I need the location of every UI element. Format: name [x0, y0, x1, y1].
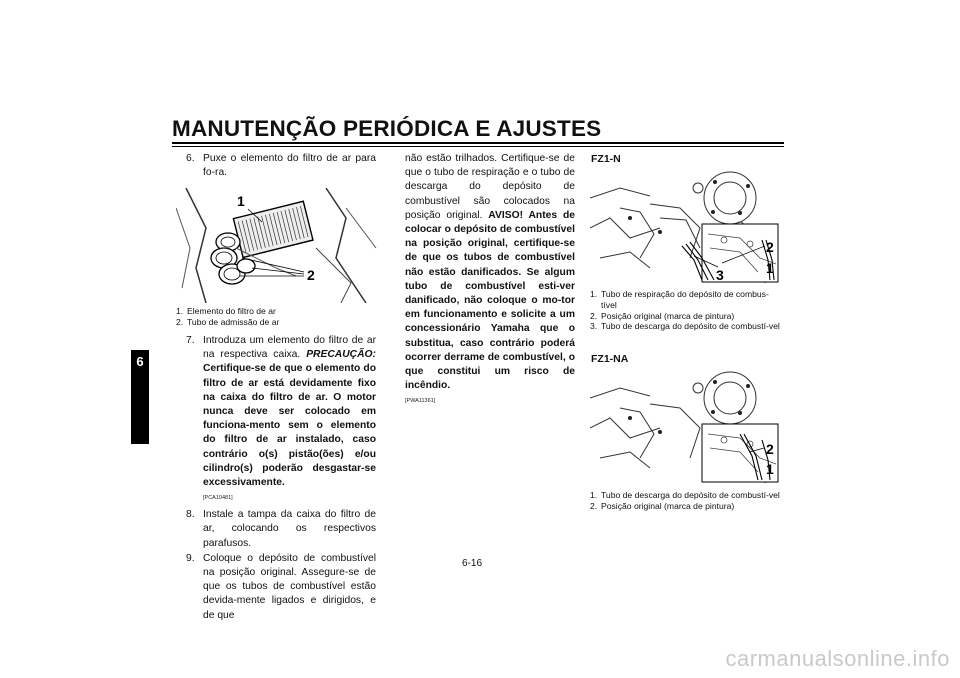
figure1-callout-2: 2 [307, 267, 315, 283]
caption-item: 2. Tubo de admissão de ar [176, 316, 280, 327]
figure2-callout-3: 3 [716, 267, 724, 283]
model-label-fz1-na: FZ1-NA [591, 353, 629, 365]
header-rule [172, 142, 784, 144]
step-6: 6. Puxe o elemento do filtro de ar para fo-ra. [186, 152, 376, 180]
figure3-captions [590, 490, 780, 512]
step-7-text: Introduza um elemento do filtro de ar na respectiva caixa. [203, 335, 376, 361]
step-6-text: Puxe o elemento do filtro de ar para fo-ra. [203, 153, 376, 179]
chapter-tab: 6 [131, 350, 149, 444]
column-1-steps [186, 334, 376, 624]
caption-item: 2. Posição original (marca de pintura) [590, 310, 735, 321]
column-2 [405, 152, 575, 411]
step-8: 8. Instale a tampa da caixa do filtro de ar, colocando os respectivos parafusos. [186, 508, 376, 551]
figure2-captions [590, 289, 780, 332]
step-8-text: Instale a tampa da caixa do filtro de ar, colocando os respectivos parafusos. [203, 509, 376, 549]
fz1-n-figure [590, 168, 780, 283]
caption-item: 1. Tubo de descarga do depósito de combustí-vel [590, 490, 780, 500]
caption-item: 1. Tubo de respiração do depósito de combus-tível [590, 289, 769, 310]
fz1-na-figure [590, 368, 780, 483]
model-label-fz1-n: FZ1-N [591, 153, 621, 165]
figure3-callout-1: 1 [766, 461, 774, 477]
column-1 [186, 152, 376, 181]
step-9: 9. Coloque o depósito de combustível na posição original. Assegure-se de que os tubos de combustível estão devida-mente ligados e dirigidos, e de que [186, 552, 376, 623]
figure1-captions [176, 306, 376, 328]
continued-text: não estão trilhados. Certifique-se de que o tubo de respiração e o tubo de descarga do depósito de combustível são colocados na posição original. [405, 153, 575, 221]
caption-item: 3. Tubo de descarga do depósito de combustí-vel [590, 321, 780, 332]
air-filter-figure [176, 188, 378, 303]
caution-text: Certifique-se de que o elemento do filtro de ar está devidamente fixo na caixa do filtro de ar. O motor nunca deve ser colocado em funciona-mento sem o elemento do filtro de ar instalado, caso contrário o(s) pistão(ões) e/ou cilindro(s) poderão desgastar-se excessivamente. [203, 363, 376, 489]
step-9-text: Coloque o depósito de combustível na posição original. Assegure-se de que os tubos de combustível estão devida-mente ligados e dirigidos, e de que [203, 552, 376, 621]
header-rule-thin [172, 146, 784, 147]
step-7: 7. Introduza um elemento do filtro de ar na respectiva caixa. PRECAUÇÃO: Certifique-se de que o elemento do filtro de ar está devidamente fixo na caixa do filtro de ar. O motor nunca deve ser colocado em funciona-mento sem o elemento do filtro de ar instalado, caso contrário o(s) pistão(ões) e/ou cilindro(s) poderão desgastar-se excessivamente. [186, 335, 376, 489]
page-number: 6-16 [462, 558, 483, 569]
page-title: MANUTENÇÃO PERIÓDICA E AJUSTES [172, 116, 602, 141]
figure2-callout-1: 1 [766, 260, 774, 276]
warning-code: [PWA11361] [405, 398, 436, 405]
caution-code: [PCA10481] [203, 495, 233, 502]
watermark: carmanualsonline.info [725, 646, 950, 671]
caption-item: 2. Posição original (marca de pintura) [590, 500, 735, 511]
figure2-callout-2: 2 [766, 239, 774, 255]
warning-text: AVISO! Antes de colocar o depósito de combustível na posição original, certifique-se de que os tubos de combustível não estão danificados. Se algum tubo de combustível esti-ver danificado, não coloque o mo-tor em funcionamento e solicite a um concessionário Yamaha que o substitua, caso contrário poderá ocorrer derrame de combustível, o que constitui um risco de incêndio. [405, 209, 575, 392]
figure3-callout-2: 2 [766, 441, 774, 457]
caution-label: PRECAUÇÃO: [306, 349, 376, 361]
figure1-callout-1: 1 [237, 193, 245, 209]
caption-item: 1. Elemento do filtro de ar [176, 306, 276, 316]
